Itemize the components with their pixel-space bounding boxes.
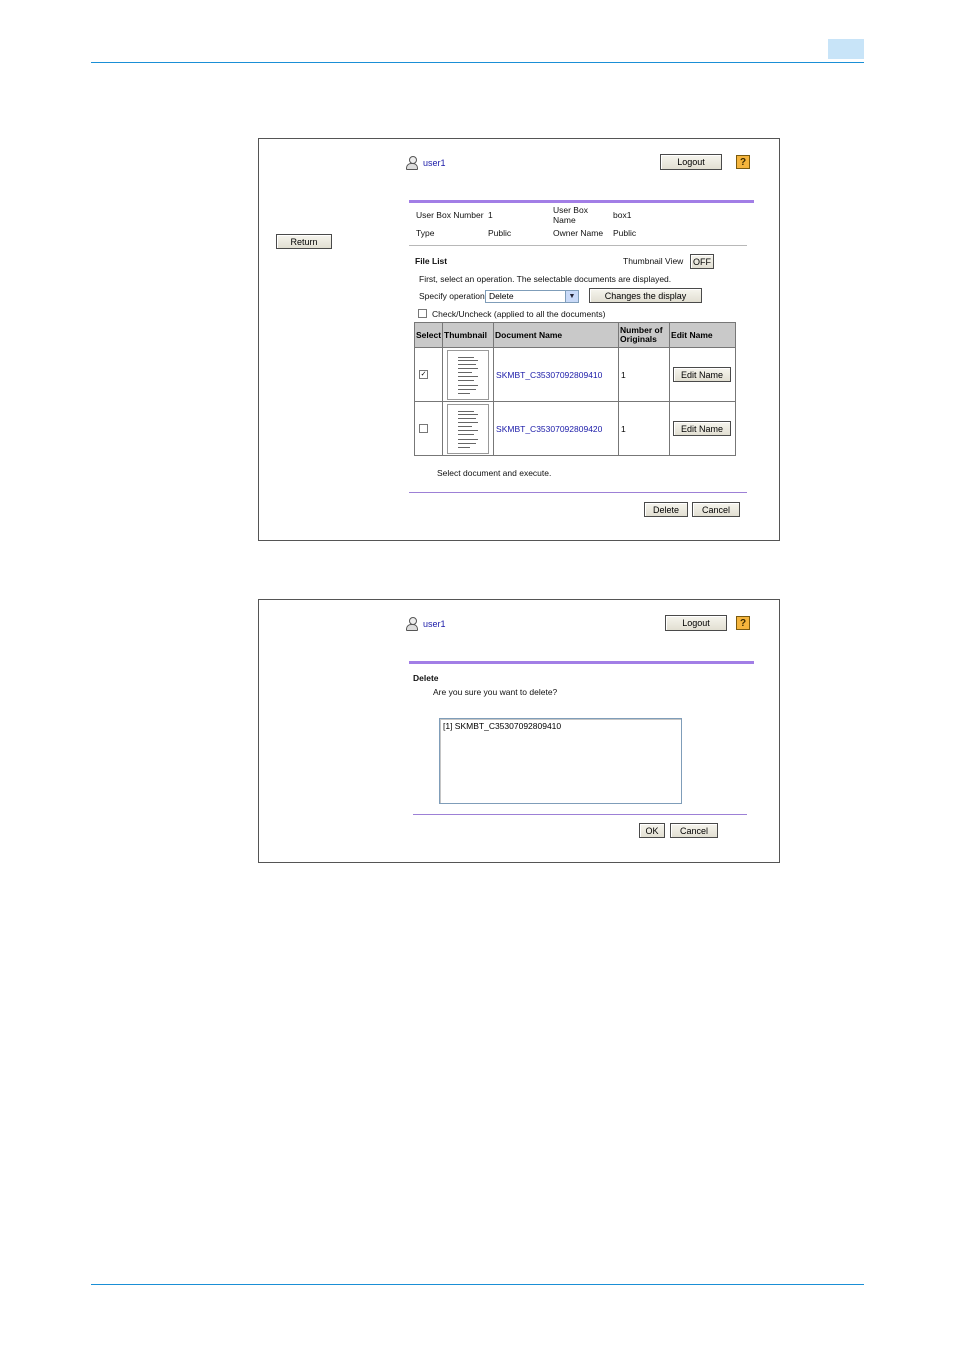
footer-purple-line (409, 492, 747, 493)
edit-name-cell (670, 348, 736, 402)
operation-select-value: Delete (489, 291, 514, 301)
col-header-originals-line1: Number of (620, 325, 663, 335)
thumbnail-view-toggle[interactable]: OFF (690, 254, 714, 269)
col-header-originals-line2: Originals (620, 334, 657, 344)
user-icon (406, 156, 418, 170)
select-cell (415, 402, 443, 456)
list-item: [1] SKMBT_C35307092809410 (443, 721, 562, 731)
edit-name-cell (670, 402, 736, 456)
col-header-edit-name: Edit Name (670, 323, 736, 348)
footer-purple-line (413, 814, 747, 815)
document-link[interactable]: SKMBT_C35307092809420 (496, 423, 603, 434)
check-all-label: Check/Uncheck (applied to all the documents) (432, 309, 606, 319)
ok-button[interactable]: OK (639, 823, 665, 838)
check-all-checkbox[interactable] (418, 309, 427, 318)
info-divider (409, 245, 747, 246)
selected-documents-list[interactable] (439, 718, 682, 804)
help-icon[interactable]: ? (736, 616, 750, 630)
help-icon[interactable]: ? (736, 155, 750, 169)
table-row (415, 348, 736, 402)
owner-value: Public (613, 228, 637, 238)
thumbnail-cell (443, 348, 494, 402)
execute-instruction: Select document and execute. (437, 468, 552, 478)
header-purple-bar (409, 661, 754, 664)
table-header-row (415, 323, 736, 348)
table-row (415, 402, 736, 456)
thumbnail-view-label: Thumbnail View (623, 256, 684, 266)
file-list-screenshot (258, 138, 780, 541)
col-header-select: Select (415, 323, 443, 348)
box-name-label-line1: User Box (553, 205, 588, 215)
box-name-value: box1 (613, 210, 632, 220)
logout-button[interactable]: Logout (665, 615, 727, 631)
thumbnail-cell (443, 402, 494, 456)
file-table (414, 322, 736, 456)
document-name-cell (494, 402, 619, 456)
col-header-originals (619, 323, 670, 348)
delete-question: Are you sure you want to delete? (433, 687, 558, 697)
header-purple-bar (409, 200, 754, 203)
document-thumbnail[interactable] (447, 404, 489, 454)
cancel-button[interactable]: Cancel (692, 502, 740, 517)
box-name-label-line2: Name (553, 215, 576, 225)
cancel-button[interactable]: Cancel (670, 823, 718, 838)
row-checkbox[interactable]: ✓ (420, 371, 427, 378)
specify-operation-label: Specify operation (419, 291, 485, 301)
edit-name-button[interactable]: Edit Name (673, 367, 731, 382)
box-number-label: User Box Number (416, 210, 484, 220)
logout-button[interactable]: Logout (660, 154, 722, 170)
row-checkbox[interactable] (419, 424, 428, 433)
operation-instruction: First, select an operation. The selectable documents are displayed. (419, 274, 672, 284)
owner-label: Owner Name (553, 228, 604, 238)
changes-display-button[interactable]: Changes the display (589, 288, 702, 303)
file-list-title: File List (415, 256, 448, 266)
delete-button[interactable]: Delete (644, 502, 688, 517)
header-rule (91, 62, 864, 63)
originals-cell: 1 (619, 348, 670, 402)
select-cell (415, 348, 443, 402)
edit-name-button[interactable]: Edit Name (673, 421, 731, 436)
delete-title: Delete (413, 673, 439, 683)
document-link[interactable]: SKMBT_C35307092809410 (496, 369, 603, 380)
return-button[interactable]: Return (276, 234, 332, 249)
delete-confirm-screenshot (258, 599, 780, 863)
footer-rule (91, 1284, 864, 1285)
operation-select[interactable] (485, 290, 579, 303)
page-corner-tab (828, 39, 864, 59)
chevron-down-icon: ▼ (565, 291, 578, 302)
type-label: Type (416, 228, 435, 238)
col-header-document-name: Document Name (494, 323, 619, 348)
box-number-value: 1 (488, 210, 493, 220)
originals-cell: 1 (619, 402, 670, 456)
user-icon (406, 617, 418, 631)
user-name: user1 (423, 619, 446, 629)
document-name-cell (494, 348, 619, 402)
user-name: user1 (423, 158, 446, 168)
col-header-thumbnail: Thumbnail (443, 323, 494, 348)
type-value: Public (488, 228, 512, 238)
document-thumbnail[interactable] (447, 350, 489, 400)
